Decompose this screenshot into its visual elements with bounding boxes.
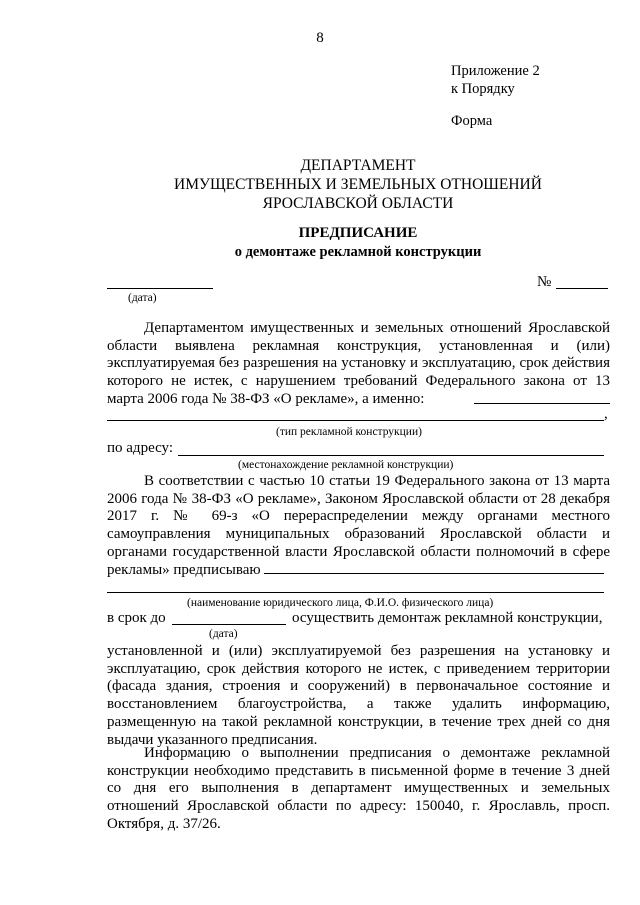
- type-caption: (тип рекламной конструкции): [276, 426, 422, 438]
- entity-field-line-2[interactable]: [107, 592, 604, 593]
- paragraph-4: Информацию о выполнении предписания о демонтаже рекламной конструкции необходимо представить в письменной форме в течение 3 дней со дня его выполнения в департамент имущественных и земельных отношений Ярославской области по адресу: 150040, г. Ярославль, просп. Октября, д. 37/26.: [107, 745, 610, 832]
- appendix-block: [451, 62, 540, 98]
- number-field-line[interactable]: [556, 288, 608, 289]
- department-line-2: ИМУЩЕСТВЕННЫХ И ЗЕМЕЛЬНЫХ ОТНОШЕНИЙ: [174, 176, 542, 193]
- document-title: ПРЕДПИСАНИЕ: [298, 225, 418, 241]
- date-field-line[interactable]: [107, 288, 213, 289]
- deadline-suffix: осуществить демонтаж рекламной конструкции,: [292, 610, 603, 626]
- location-caption: (местонахождение рекламной конструкции): [238, 459, 454, 471]
- deadline-field-line[interactable]: [172, 624, 286, 625]
- comma-mark: ,: [604, 406, 608, 422]
- department-line-1: ДЕПАРТАМЕНТ: [300, 157, 416, 174]
- deadline-prefix: в срок до: [107, 610, 166, 626]
- address-label: по адресу:: [107, 440, 174, 456]
- department-line-3: ЯРОСЛАВСКОЙ ОБЛАСТИ: [262, 195, 454, 212]
- address-field-line[interactable]: [178, 455, 604, 456]
- form-label: Форма: [451, 113, 493, 129]
- department-header: [0, 156, 640, 213]
- page-number: 8: [316, 30, 324, 46]
- date-caption: (дата): [128, 292, 157, 304]
- number-sign: №: [537, 274, 552, 290]
- document-subtitle: о демонтаже рекламной конструкции: [234, 244, 482, 260]
- appendix-line-1: Приложение 2: [451, 63, 540, 79]
- entity-field-line-1[interactable]: [264, 573, 604, 574]
- construction-type-line-2[interactable]: [107, 420, 604, 421]
- paragraph-2: В соответствии с частью 10 статьи 19 Федерального закона от 13 марта 2006 года № 38-ФЗ «О рекламе», Законом Ярославской области от 28 декабря 2017 г. № 69-з «О перераспределении между органами местного самоуправления муниципальных образований Ярославской области и органами государственной власти Ярославской области полномочий в сфере рекламы» предписываю: [107, 473, 610, 578]
- paragraph-3: установленной и (или) эксплуатируемой без разрешения на установку и эксплуатацию, срок действия которого не истек, с приведением территории (фасада здания, строения и сооружений) в первоначальное состояние и восстановлением благоустройства, а также удалить информацию, размещенную на такой рекламной конструкции, в течение трех дней со дня выдачи указанного предписания.: [107, 643, 610, 748]
- deadline-caption: (дата): [209, 628, 238, 640]
- paragraph-1: Департаментом имущественных и земельных отношений Ярославской области выявлена рекламная конструкция, установленная и (или) эксплуатируемая без разрешения на установку и эксплуатацию, срок действия которого не истек, с нарушением требований Федерального закона от 13 марта 2006 года № 38-ФЗ «О рекламе», а именно:: [107, 320, 610, 407]
- appendix-line-2: к Порядку: [451, 81, 515, 97]
- entity-caption: (наименование юридического лица, Ф.И.О. физического лица): [187, 597, 494, 609]
- construction-type-line-1[interactable]: [474, 403, 610, 404]
